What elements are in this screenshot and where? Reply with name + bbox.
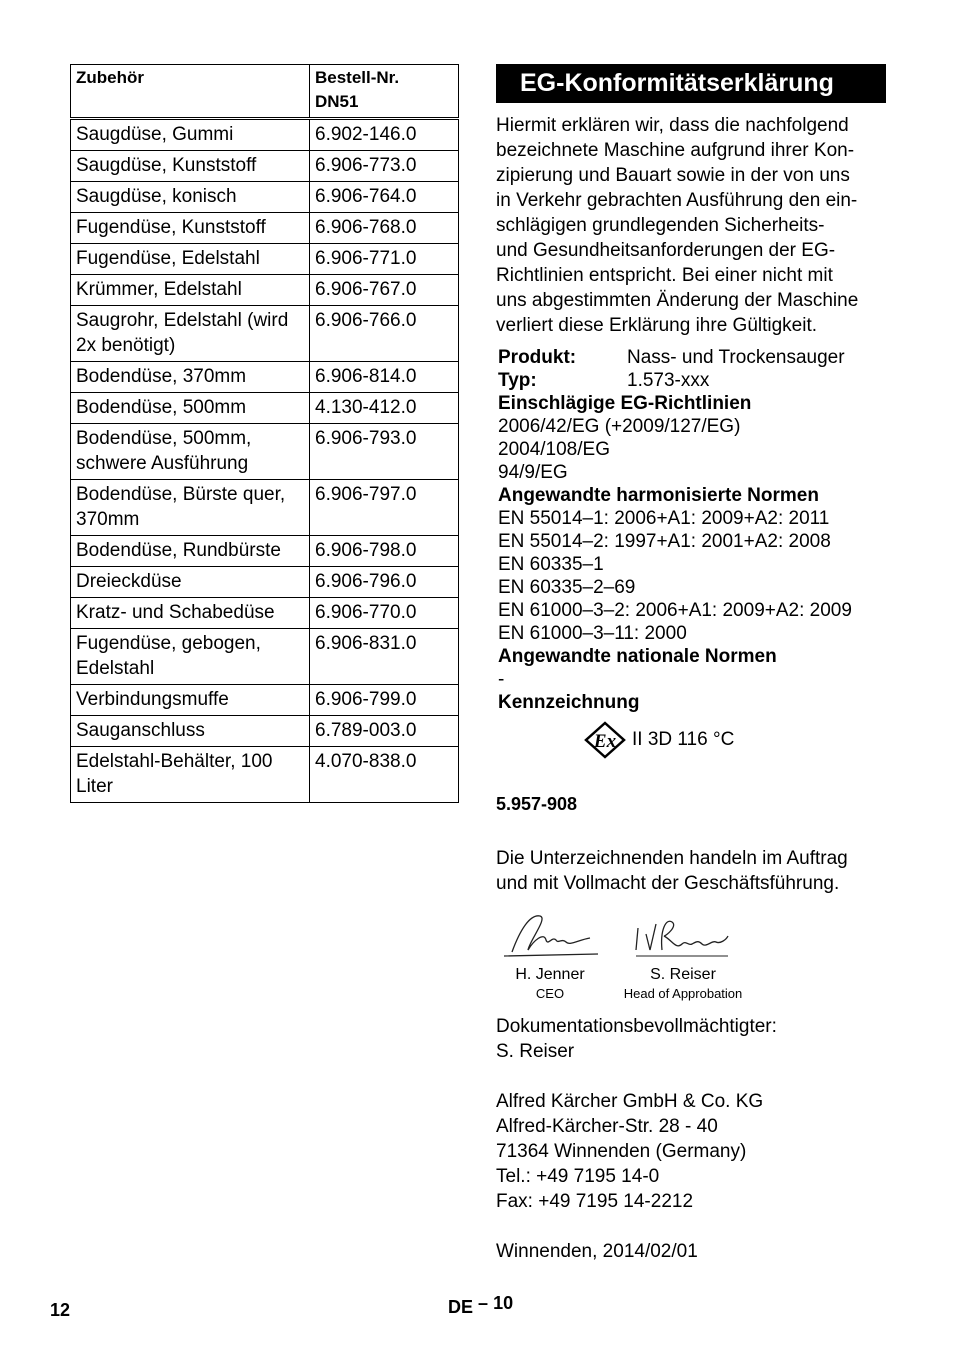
declaration-title: EG-Konformitätserklärung	[496, 64, 886, 103]
page-number: 12	[50, 1300, 71, 1320]
accessory-name: Bodendüse, 500mm, schwere Ausführung	[71, 424, 310, 480]
intro-line: verliert diese Erklärung ihre Gültigkeit.	[496, 315, 818, 336]
directive-item: 94/9/EG	[498, 462, 568, 483]
language-code: DE	[448, 1297, 474, 1317]
harmonised-standards-heading: Angewandte harmonisierte Normen	[498, 485, 819, 506]
delegates-statement	[496, 846, 886, 896]
order-number: 6.902-146.0	[310, 119, 459, 151]
table-row	[71, 716, 459, 747]
table-row	[71, 119, 459, 151]
accessory-name: Krümmer, Edelstahl	[71, 275, 310, 306]
directive-item: 2006/42/EG (+2009/127/EG)	[498, 416, 741, 437]
place-date: Winnenden, 2014/02/01	[496, 1241, 698, 1262]
company-address-line: Alfred-Kärcher-Str. 28 - 40	[496, 1116, 718, 1137]
accessory-name: Saugdüse, konisch	[71, 182, 310, 213]
table-row	[71, 480, 459, 536]
signatory-role-jenner: CEO	[535, 986, 565, 1001]
footer-dash: –	[478, 1293, 489, 1313]
table-row	[71, 151, 459, 182]
table-row	[71, 536, 459, 567]
table-row	[71, 567, 459, 598]
company-address-line: Fax: +49 7195 14-2212	[496, 1191, 694, 1212]
accessory-name: Saugdüse, Kunststoff	[71, 151, 310, 182]
signatory-jenner	[500, 910, 600, 1003]
table-row	[71, 306, 459, 362]
intro-line: Richtlinien entspricht. Bei einer nicht mit	[496, 265, 833, 286]
intro-line: Hiermit erklären wir, dass die nachfolgend	[496, 115, 849, 136]
accessory-name: Bodendüse, Bürste quer, 370mm	[71, 480, 310, 536]
accessory-name: Dreieckdüse	[71, 567, 310, 598]
signature-jenner	[500, 910, 600, 960]
table-row	[71, 182, 459, 213]
column-header-order-number-line1: Bestell-Nr.	[315, 68, 400, 87]
order-number: 6.789-003.0	[310, 716, 459, 747]
harmonised-standard-item: EN 55014–1: 2006+A1: 2009+A2: 2011	[498, 508, 830, 529]
accessory-name: Edelstahl-Behälter, 100 Liter	[71, 747, 310, 803]
table-row	[71, 629, 459, 685]
company-address-line: Alfred Kärcher GmbH & Co. KG	[496, 1091, 764, 1112]
harmonised-standard-item: EN 60335–1	[498, 554, 604, 575]
order-number: 6.906-814.0	[310, 362, 459, 393]
type-row	[498, 369, 886, 392]
table-row	[71, 393, 459, 424]
harmonised-standard-item: EN 60335–2–69	[498, 577, 636, 598]
declaration-section	[496, 64, 886, 1264]
order-number: 6.906-770.0	[310, 598, 459, 629]
intro-line: in Verkehr gebrachten Ausführung den ein-	[496, 190, 858, 211]
table-row	[71, 244, 459, 275]
signature-reiser	[616, 910, 750, 960]
accessory-name: Fugendüse, gebogen, Edelstahl	[71, 629, 310, 685]
accessory-name: Bodendüse, Rundbürste	[71, 536, 310, 567]
directives-heading: Einschlägige EG-Richtlinien	[498, 393, 752, 414]
order-number: 6.906-793.0	[310, 424, 459, 480]
column-header-accessory: Zubehör	[71, 65, 310, 119]
product-label: Produkt:	[498, 347, 577, 368]
accessory-name: Saugrohr, Edelstahl (wird 2x benötigt)	[71, 306, 310, 362]
delegates-line: Die Unterzeichnenden handeln im Auftrag	[496, 848, 848, 869]
harmonised-standard-item: EN 61000–3–2: 2006+A1: 2009+A2: 2009	[498, 600, 852, 621]
type-value: 1.573-xxx	[627, 370, 710, 391]
order-number: 6.906-773.0	[310, 151, 459, 182]
table-row	[71, 213, 459, 244]
order-number: 6.906-831.0	[310, 629, 459, 685]
table-row	[71, 424, 459, 480]
directives-list	[498, 415, 886, 484]
marking-heading: Kennzeichnung	[498, 692, 640, 713]
intro-line: und Gesundheitsanforderungen der EG-	[496, 240, 836, 261]
accessory-name: Verbindungsmuffe	[71, 685, 310, 716]
table-row	[71, 598, 459, 629]
accessory-name: Bodendüse, 500mm	[71, 393, 310, 424]
company-address-line: Tel.: +49 7195 14-0	[496, 1166, 660, 1187]
order-number: 6.906-768.0	[310, 213, 459, 244]
accessories-table	[70, 64, 459, 803]
signatory-name-reiser: S. Reiser	[650, 966, 716, 983]
accessory-name: Kratz- und Schabedüse	[71, 598, 310, 629]
intro-line: zipierung und Bauart sowie in der von uns	[496, 165, 850, 186]
type-label: Typ:	[498, 370, 537, 391]
column-header-order-number	[310, 65, 459, 119]
order-number: 4.130-412.0	[310, 393, 459, 424]
intro-line: bezeichnete Maschine aufgrund ihrer Kon-	[496, 140, 855, 161]
signatory-role-reiser: Head of Approbation	[623, 986, 743, 1001]
product-row	[498, 346, 886, 369]
column-header-order-number-line2: DN51	[315, 92, 359, 111]
directive-item: 2004/108/EG	[498, 439, 610, 460]
product-value: Nass- und Trockensauger	[627, 347, 845, 368]
table-row	[71, 362, 459, 393]
signatory-reiser	[616, 910, 750, 1003]
order-number: 6.906-798.0	[310, 536, 459, 567]
table-row	[71, 747, 459, 803]
harmonised-standards-list	[498, 507, 886, 645]
intro-line: uns abgestimmten Änderung der Maschine	[496, 290, 859, 311]
signatures	[496, 910, 886, 1002]
order-number: 4.070-838.0	[310, 747, 459, 803]
order-number: 6.906-766.0	[310, 306, 459, 362]
order-number: 6.906-764.0	[310, 182, 459, 213]
doc-rep-label: Dokumentationsbevollmächtigter:	[496, 1016, 777, 1037]
company-address-line: 71364 Winnenden (Germany)	[496, 1141, 747, 1162]
table-row	[71, 685, 459, 716]
national-standards-value: -	[498, 669, 505, 690]
order-number: 6.906-799.0	[310, 685, 459, 716]
accessory-name: Bodendüse, 370mm	[71, 362, 310, 393]
accessory-name: Fugendüse, Edelstahl	[71, 244, 310, 275]
doc-rep-name: S. Reiser	[496, 1041, 575, 1062]
company-address	[496, 1089, 886, 1214]
intro-line: schlägigen grundlegenden Sicherheits-	[496, 215, 825, 236]
section-page-number: 10	[493, 1293, 514, 1313]
declaration-intro	[496, 113, 886, 338]
harmonised-standard-item: EN 61000–3–11: 2000	[498, 623, 687, 644]
accessory-name: Sauganschluss	[71, 716, 310, 747]
order-number: 6.906-797.0	[310, 480, 459, 536]
ex-explosion-protection-icon	[584, 721, 626, 759]
accessories-table-body	[71, 119, 459, 803]
section-page-indicator	[448, 1293, 514, 1318]
table-header-row	[71, 65, 459, 119]
accessory-name: Saugdüse, Gummi	[71, 119, 310, 151]
documentation-representative	[496, 1014, 886, 1064]
delegates-line: und mit Vollmacht der Geschäftsführung.	[496, 873, 840, 894]
accessory-name: Fugendüse, Kunststoff	[71, 213, 310, 244]
ex-symbol-text: Ex	[593, 731, 617, 752]
order-number: 6.906-771.0	[310, 244, 459, 275]
order-number: 6.906-796.0	[310, 567, 459, 598]
table-row	[71, 275, 459, 306]
order-number: 6.906-767.0	[310, 275, 459, 306]
national-standards-heading: Angewandte nationale Normen	[498, 646, 777, 667]
declaration-specs	[496, 346, 886, 714]
signatory-name-jenner: H. Jenner	[515, 966, 585, 983]
part-number: 5.957-908	[496, 794, 578, 814]
ex-marking	[584, 720, 886, 760]
marking-value: II 3D 116 °C	[632, 729, 735, 750]
harmonised-standard-item: EN 55014–2: 1997+A1: 2001+A2: 2008	[498, 531, 831, 552]
